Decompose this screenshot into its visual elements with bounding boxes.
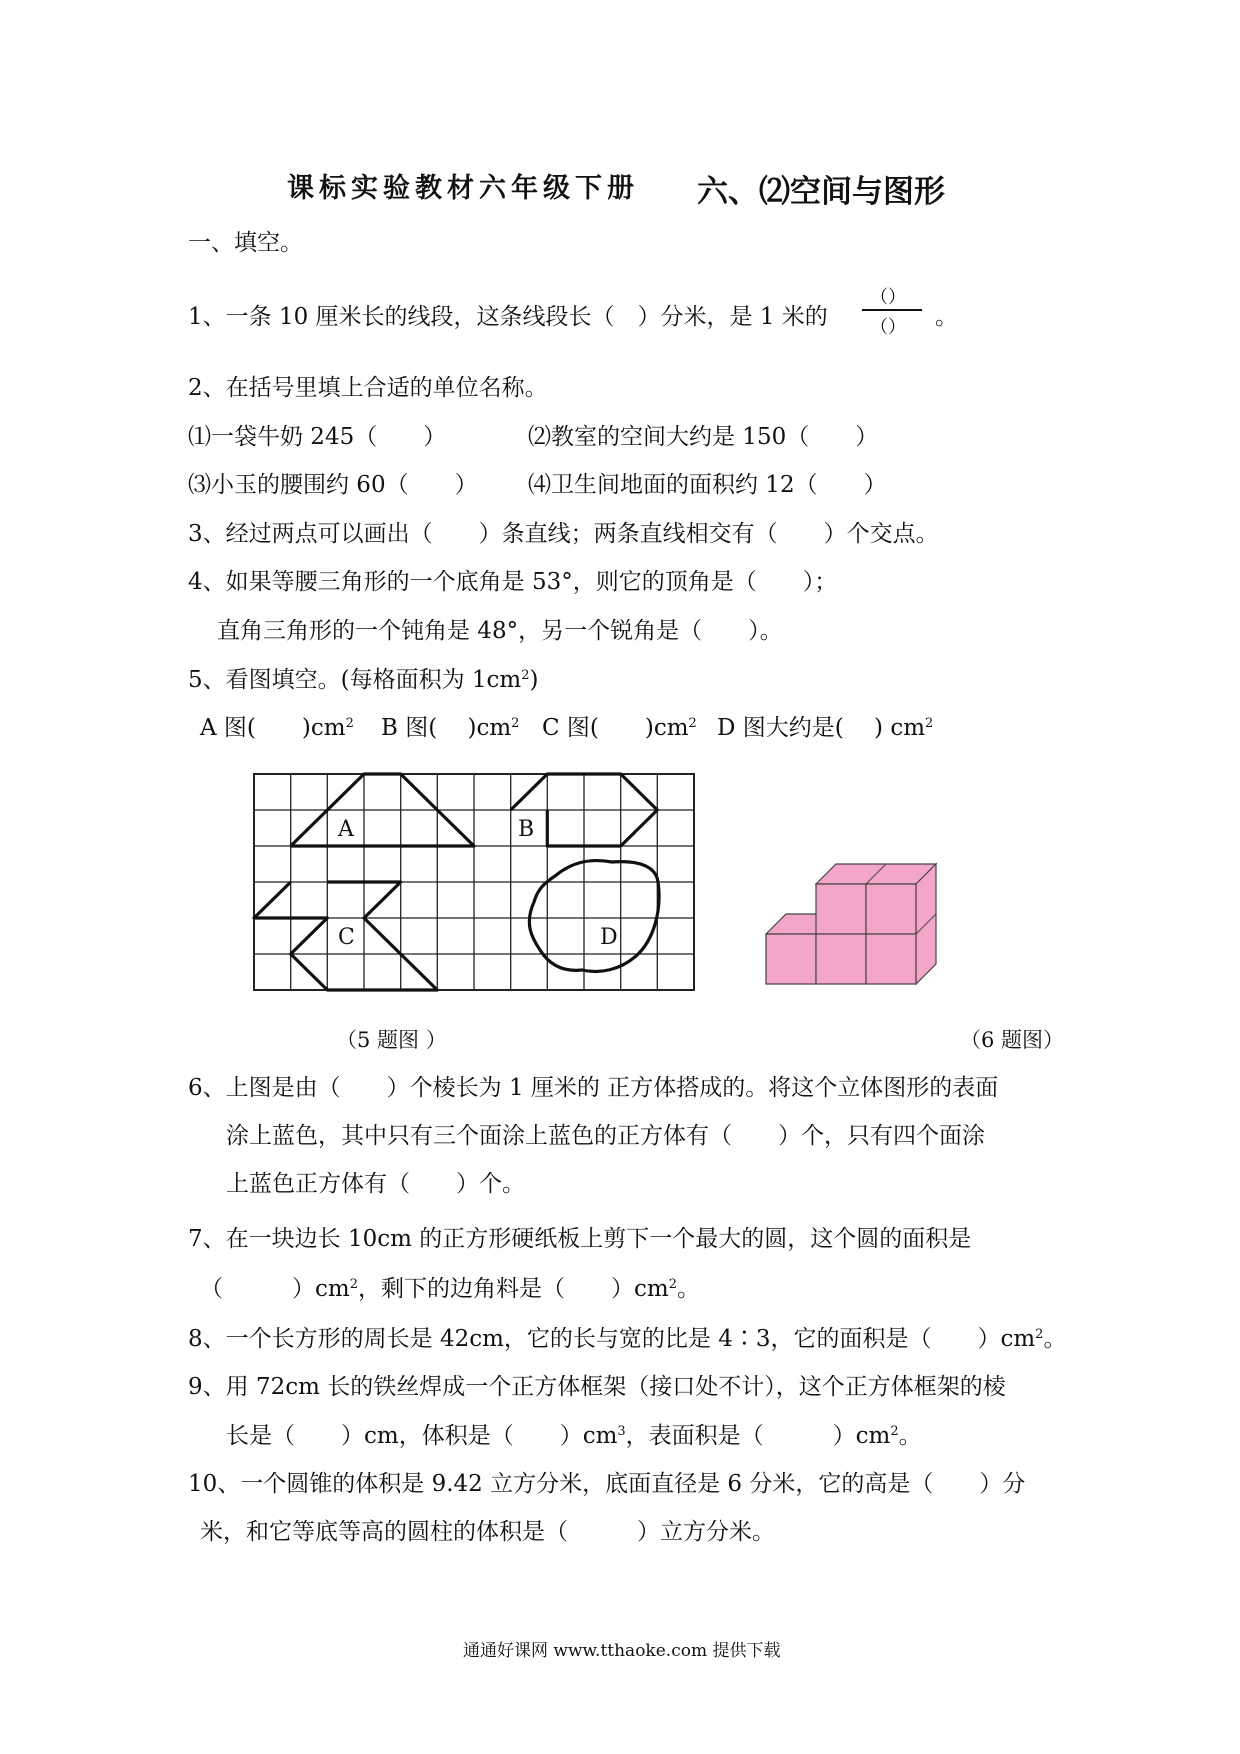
question-5-end: ) <box>529 667 539 693</box>
question-3: 3、经过两点可以画出（ ）条直线；两条直线相交有（ ）个交点。 <box>188 521 939 547</box>
cube-front-upper-left <box>816 884 866 934</box>
question-7-blank-1: （ ）cm <box>200 1276 350 1302</box>
question-9-sup-3: 3 <box>617 1424 626 1439</box>
question-2-part-3: ⑶小玉的腰围约 60（ ） <box>188 472 478 498</box>
question-10-line-2: 米，和它等底等高的圆柱的体积是（ ）立方分米。 <box>200 1519 775 1545</box>
fraction-numerator: （） <box>870 287 906 308</box>
fraction-bar <box>862 309 922 311</box>
cube-front-upper-right <box>866 884 916 934</box>
figure-5-caption: （5 题图 ） <box>336 1028 447 1052</box>
cube-front-lower-right <box>866 934 916 984</box>
question-9-line-2 <box>226 1422 922 1450</box>
shape-d <box>529 861 659 972</box>
question-9-part-2: ，表面积是（ ）cm <box>625 1423 891 1449</box>
question-2-part-1: ⑴一袋牛奶 245（ ） <box>188 424 447 450</box>
question-2-part-2: ⑵教室的空间大约是 150（ ） <box>528 424 879 450</box>
question-9-line-1: 9、用 72cm 长的铁丝焊成一个正方体框架（接口处不计），这个正方体框架的棱 <box>188 1374 1006 1400</box>
section-heading: 一、填空。 <box>188 230 303 256</box>
question-8-sup: 2 <box>1035 1327 1044 1342</box>
answer-b-sup: 2 <box>511 716 520 731</box>
question-5-d <box>717 714 933 742</box>
question-7-line-2 <box>200 1275 700 1303</box>
footer-credit: 通通好课网 www.tthaoke.com 提供下载 <box>463 1641 781 1661</box>
question-5 <box>188 666 539 694</box>
question-5-sup: 2 <box>521 668 530 683</box>
question-10-line-1: 10、一个圆锥的体积是 9.42 立方分米，底面直径是 6 分米，它的高是（ ）分 <box>188 1471 1026 1497</box>
label-b: B <box>518 817 535 842</box>
label-c: C <box>338 925 355 950</box>
series-title: 课标实验教材六年级下册 <box>287 173 639 204</box>
answer-b-label: B 图( )cm <box>381 715 512 741</box>
answer-a-sup: 2 <box>345 716 354 731</box>
label-d: D <box>600 925 618 950</box>
question-6-line-2: 涂上蓝色，其中只有三个面涂上蓝色的正方体有（ ）个，只有四个面涂 <box>226 1123 985 1149</box>
question-6-line-3: 上蓝色正方体有（ ）个。 <box>226 1171 525 1197</box>
cube-front-lower-middle <box>816 934 866 984</box>
question-6-line-1: 6、上图是由（ ）个棱长为 1 厘米的 正方体搭成的。将这个立体图形的表面 <box>188 1075 999 1101</box>
fraction-blank <box>862 283 922 338</box>
unit-title: 六、⑵空间与图形 <box>697 174 945 210</box>
fraction-denominator: （） <box>870 317 906 338</box>
question-9-part-1: 长是（ ）cm，体积是（ ）cm <box>226 1423 618 1449</box>
question-7-sup-2: 2 <box>668 1277 677 1292</box>
question-2-part-4: ⑷卫生间地面的面积约 12（ ） <box>528 472 887 498</box>
grid-figure <box>250 770 700 995</box>
figure-6-caption: （6 题图） <box>960 1028 1065 1052</box>
question-9-sup-2: 2 <box>890 1424 899 1439</box>
question-7-blank-2: ，剩下的边角料是（ ）cm <box>357 1276 669 1302</box>
cube-figure <box>760 860 950 995</box>
answer-d-label: D 图大约是( ) cm <box>717 715 926 741</box>
question-4-line-1: 4、如果等腰三角形的一个底角是 53°，则它的顶角是（ ）； <box>188 569 838 595</box>
question-1: 1、一条 10 厘米长的线段，这条线段长（ ）分米，是 1 米的 <box>188 304 828 330</box>
grid-lines <box>254 774 694 990</box>
question-7-sup-1: 2 <box>349 1277 358 1292</box>
question-8-end: 。 <box>1043 1326 1067 1352</box>
question-1-tail: 。 <box>935 304 958 330</box>
question-5-text: 5、看图填空。(每格面积为 1cm <box>188 667 522 693</box>
question-4-line-2: 直角三角形的一个钝角是 48°，另一个锐角是（ ）。 <box>217 618 783 644</box>
answer-c-label: C 图( )cm <box>542 715 689 741</box>
label-a: A <box>338 817 354 842</box>
question-2: 2、在括号里填上合适的单位名称。 <box>188 375 548 401</box>
question-9-end: 。 <box>898 1423 922 1449</box>
question-5-c <box>542 714 697 742</box>
answer-a-label: A 图( )cm <box>200 715 346 741</box>
question-8 <box>188 1325 1066 1353</box>
cube-front-lower-left <box>766 934 816 984</box>
question-5-b <box>381 714 519 742</box>
answer-c-sup: 2 <box>688 716 697 731</box>
question-7-end: 。 <box>676 1276 700 1302</box>
question-5-a <box>200 714 354 742</box>
answer-d-sup: 2 <box>925 716 934 731</box>
question-7-line-1: 7、在一块边长 10cm 的正方形硬纸板上剪下一个最大的圆，这个圆的面积是 <box>188 1226 972 1252</box>
question-8-text: 8、一个长方形的周长是 42cm，它的长与宽的比是 4∶3，它的面积是（ ）cm <box>188 1326 1036 1352</box>
